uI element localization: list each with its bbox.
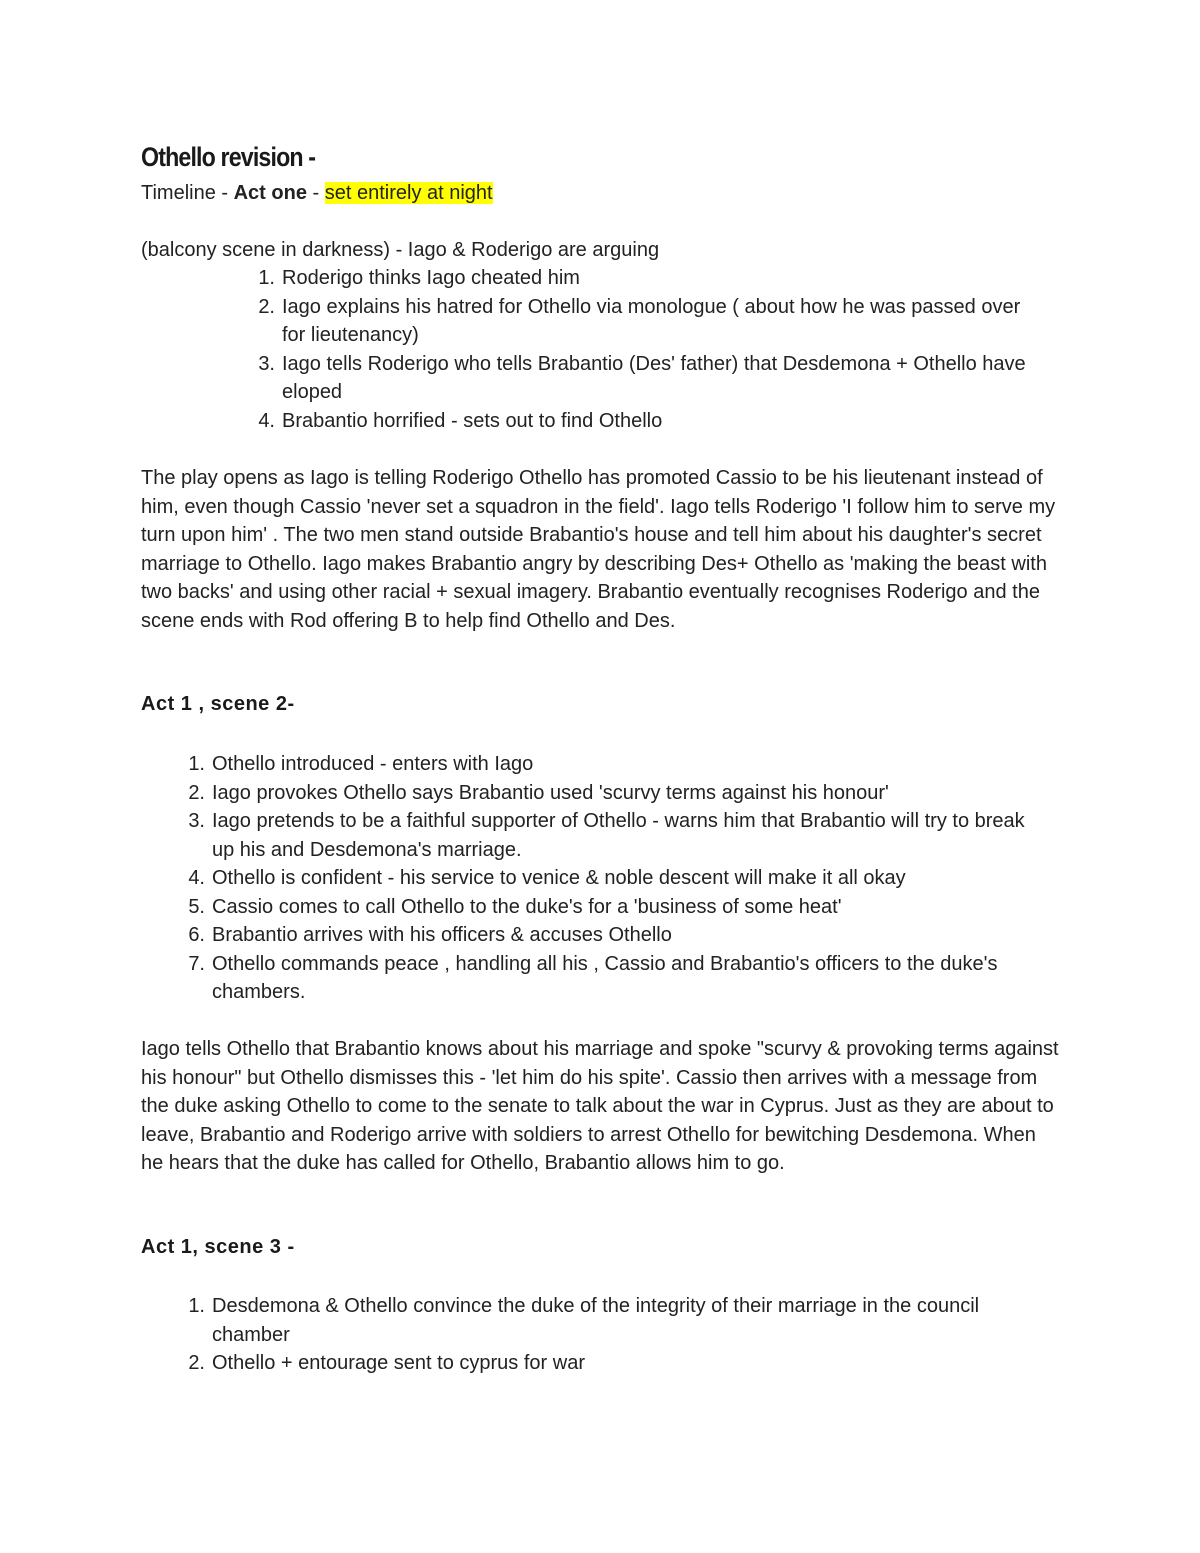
timeline-line xyxy=(141,179,493,208)
scene3-list xyxy=(175,1292,1041,1378)
document-title: Othello revision - xyxy=(141,142,316,172)
list-item: 4. Othello is confident - his service to venice & noble descent will make it all okay xyxy=(188,867,906,889)
act1-list xyxy=(245,264,1035,435)
list-item: 5. Cassio comes to call Othello to the duke's for a 'business of some heat' xyxy=(188,895,842,918)
list-item: 3. Iago tells Roderigo who tells Brabantio (Des' father) that Desdemona + Othello have eloped xyxy=(258,352,1026,403)
timeline-prefix: Timeline - xyxy=(141,182,234,204)
list-item: 7. Othello commands peace , handling all his , Cassio and Brabantio's officers to the duke's chambers. xyxy=(188,952,998,1003)
list-item: 2. Iago provokes Othello says Brabantio used 'scurvy terms against his honour' xyxy=(188,781,889,804)
intro-line: (balcony scene in darkness) - Iago & Roderigo are arguing xyxy=(141,239,660,261)
list-item: 4. Brabantio horrified - sets out to find Othello xyxy=(258,409,663,432)
list-item: 1. Othello introduced - enters with Iago xyxy=(188,753,534,775)
timeline-act-label: Act one xyxy=(233,182,307,204)
list-item: 6. Brabantio arrives with his officers & accuses Othello xyxy=(188,924,672,946)
list-item: 3. Iago pretends to be a faithful supporter of Othello - warns him that Brabantio will try to break up his and Desdemona's marriage. xyxy=(188,810,1025,861)
list-item: 1. Desdemona & Othello convince the duke of the integrity of their marriage in the council chamber xyxy=(188,1295,980,1346)
list-item: 2. Iago explains his hatred for Othello via monologue ( about how he was passed over for lieutenancy) xyxy=(258,295,1021,346)
scene2-paragraph: Iago tells Othello that Brabantio knows about his marriage and spoke "scurvy & provoking terms against his honour" but Othello dismisses this - 'let him do his spite'. Cassio then arrives with a message from the duke asking Othello to come to the senate to talk about the war in Cyprus. Just as they are about to leave, Brabantio and Roderigo arrive with soldiers to arrest Othello for bewitching Desdemona. When he hears that the duke has called for Othello, Brabantio allows him to go. xyxy=(141,1038,1059,1174)
list-item: 2. Othello + entourage sent to cyprus for war xyxy=(188,1352,585,1374)
scene2-heading: Act 1 , scene 2- xyxy=(141,693,295,715)
scene2-list xyxy=(175,750,1041,1007)
scene3-heading: Act 1, scene 3 - xyxy=(141,1236,295,1258)
list-item: 1. Roderigo thinks Iago cheated him xyxy=(258,267,580,289)
act1-paragraph: The play opens as Iago is telling Roderigo Othello has promoted Cassio to be his lieutenant instead of him, even though Cassio 'never set a squadron in the field'. Iago tells Roderigo 'I follow him to serve my turn upon him' . The two men stand outside Brabantio's house and tell him about his daughter's secret marriage to Othello. Iago makes Brabantio angry by describing Des+ Othello as 'making the beast with two backs' and using other racial + sexual imagery. Brabantio eventually recognises Roderigo and the scene ends with Rod offering B to help find Othello and Des. xyxy=(141,467,1056,632)
timeline-separator: - xyxy=(306,182,325,204)
timeline-highlight: set entirely at night xyxy=(324,182,493,204)
